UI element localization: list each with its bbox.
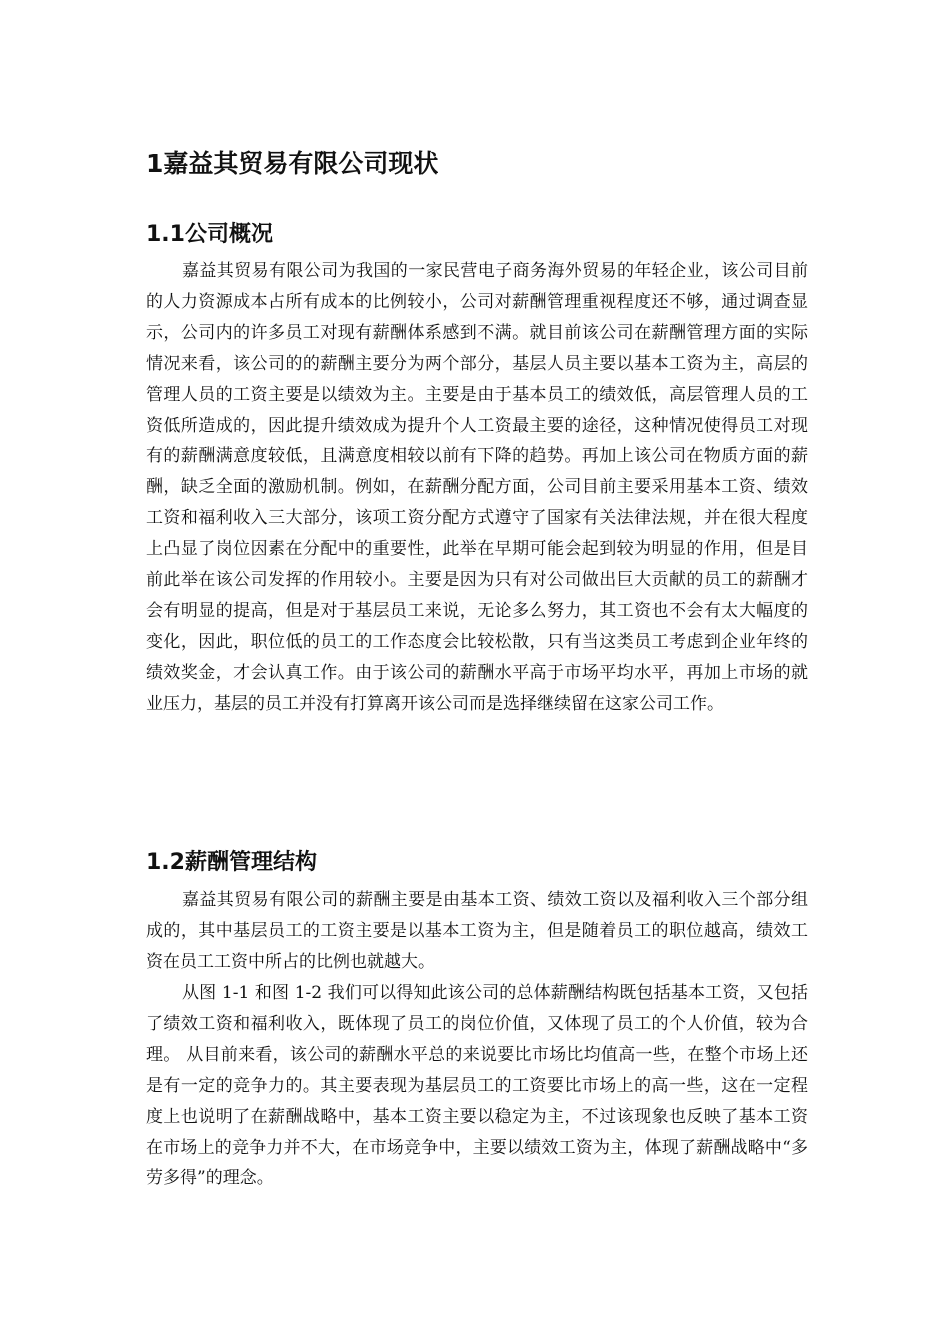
section-paragraph: 嘉益其贸易有限公司的薪酬主要是由基本工资、绩效工资以及福利收入三个部分组成的，其中基层员工的工资主要是以基本工资为主，但是随着员工的职位越高，绩效工资在员工工资中所占的比例也就越大。: [146, 890, 808, 972]
section-paragraph: 嘉益其贸易有限公司为我国的一家民营电子商务海外贸易的年轻企业，该公司目前的人力资源成本占所有成本的比例较小，公司对薪酬管理重视程度还不够，通过调查显示，公司内的许多员工对现有薪酬体系感到不满。就目前该公司在薪酬管理方面的实际情况来看，该公司的的薪酬主要分为两个部分，基层人员主要以基本工资为主，高层的管理人员的工资主要是以绩效为主。主要是由于基本员工的绩效低，高层管理人员的工资低所造成的，因此提升绩效成为提升个人工资最主要的途径，这种情况使得员工对现有的薪酬满意度较低，且满意度相较以前有下降的趋势。再加上该公司在物质方面的薪酬，缺乏全面的激励机制。例如，在薪酬分配方面，公司目前主要采用基本工资、绩效工资和福利收入三大部分，该项工资分配方式遵守了国家有关法律法规，并在很大程度上凸显了岗位因素在分配中的重要性，此举在早期可能会起到较为明显的作用，但是目前此举在该公司发挥的作用较小。主要是因为只有对公司做出巨大贡献的员工的薪酬才会有明显的提高，但是对于基层员工来说，无论多么努力，其工资也不会有太大幅度的变化，因此，职位低的员工的工作态度会比较松散，只有当这类员工考虑到企业年终的绩效奖金，才会认真工作。由于该公司的薪酬水平高于市场平均水平，再加上市场的就业压力，基层的员工并没有打算离开该公司而是选择继续留在这家公司工作。: [146, 261, 808, 714]
chapter-title: 1嘉益其贸易有限公司现状: [146, 149, 439, 178]
section-title-salary-structure: 1.2薪酬管理结构: [146, 850, 317, 875]
section-paragraph: 从图 1-1 和图 1-2 我们可以得知此该公司的总体薪酬结构既包括基本工资，又包括了绩效工资和福利收入，既体现了员工的岗位价值，又体现了员工的个人价值，较为合理。 从目前来看，该公司的薪酬水平总的来说要比市场比均值高一些，在整个市场上还是有一定的竞争力的。其主要表现为基层员工的工资要比市场上的高一些，这在一定程度上也说明了在薪酬战略中，基本工资主要以稳定为主，不过该现象也反映了基本工资在市场上的竞争力并不大，在市场竞争中，主要以绩效工资为主，体现了薪酬战略中“多劳多得”的理念。: [146, 983, 808, 1189]
section-title-overview: 1.1公司概况: [146, 222, 273, 247]
